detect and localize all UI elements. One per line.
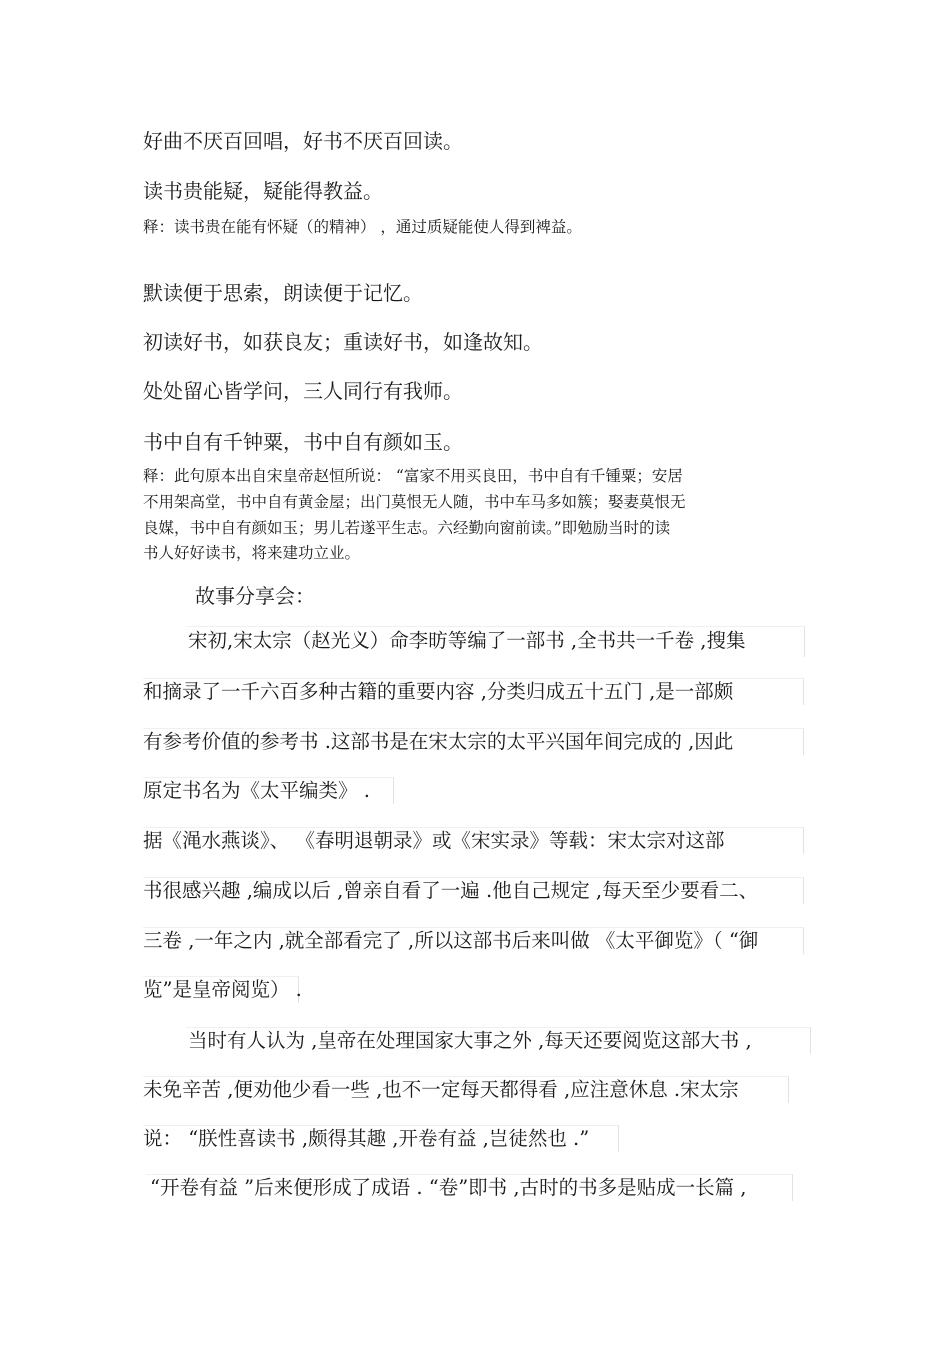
note-1: 释：读书贵在能有怀疑（的精神） ，通过质疑能使人得到裨益。 (143, 218, 582, 236)
story-line: “开卷有益 ”后来便形成了成语 . “卷”即书 ,古时的书多是贴成一长篇 , (150, 1176, 747, 1199)
story-line: 有参考价值的参考书 .这部书是在宋太宗的太平兴国年间完成的 ,因此 (143, 730, 734, 753)
proverb-2: 读书贵能疑，疑能得教益。 (143, 179, 383, 203)
proverb-1: 好曲不厌百回唱，好书不厌百回读。 (143, 129, 463, 153)
proverb-3: 默读便于思索，朗读便于记忆。 (143, 281, 423, 305)
note-2-line: 书人好好读书，将来建功立业。 (143, 544, 361, 562)
story-line: 书很感兴趣 ,编成以后 ,曾亲自看了一遍 .他自己规定 ,每天至少要看二、 (143, 879, 759, 902)
proverb-4: 初读好书，如获良友；重读好书，如逢故知。 (143, 330, 543, 354)
story-line: 说： “朕性喜读书 ,颇得其趣 ,开卷有益 ,岂徒然也 .” (143, 1127, 590, 1150)
story-line: 据《渑水燕谈》、 《春明退朝录》或《宋实录》等载：宋太宗对这部 (143, 829, 725, 852)
proverb-6: 书中自有千钟粟，书中自有颜如玉。 (143, 430, 463, 454)
proverb-5: 处处留心皆学问，三人同行有我师。 (143, 379, 463, 403)
story-line: 当时有人认为 ,皇帝在处理国家大事之外 ,每天还要阅览这部大书 , (188, 1029, 752, 1052)
story-line: 览”是皇帝阅览） . (143, 978, 302, 1001)
story-line: 和摘录了一千六百多种古籍的重要内容 ,分类归成五十五门 ,是一部颇 (143, 680, 734, 703)
note-2-line: 良媒，书中自有颜如玉；男儿若遂平生志。六经勤向窗前读。”即勉励当时的读 (143, 519, 671, 537)
story-line: 宋初,宋太宗（赵光义）命李昉等编了一部书 ,全书共一千卷 ,搜集 (188, 629, 746, 652)
section-heading: 故事分享会： (195, 584, 315, 608)
story-line: 原定书名为《太平编类》 . (143, 779, 370, 802)
story-line: 未免辛苦 ,便劝他少看一些 ,也不一定每天都得看 ,应注意休息 .宋太宗 (143, 1078, 739, 1101)
story-line: 三卷 ,一年之内 ,就全部看完了 ,所以这部书后来叫做 《太平御览》（ “御 (143, 929, 759, 952)
note-2-line: 不用架高堂，书中自有黄金屋；出门莫恨无人随，书中车马多如簇；娶妻莫恨无 (143, 493, 686, 511)
note-2-line: 释：此句原本出自宋皇帝赵恒所说： “富家不用买良田，书中自有千锺粟；安居 (143, 467, 683, 485)
